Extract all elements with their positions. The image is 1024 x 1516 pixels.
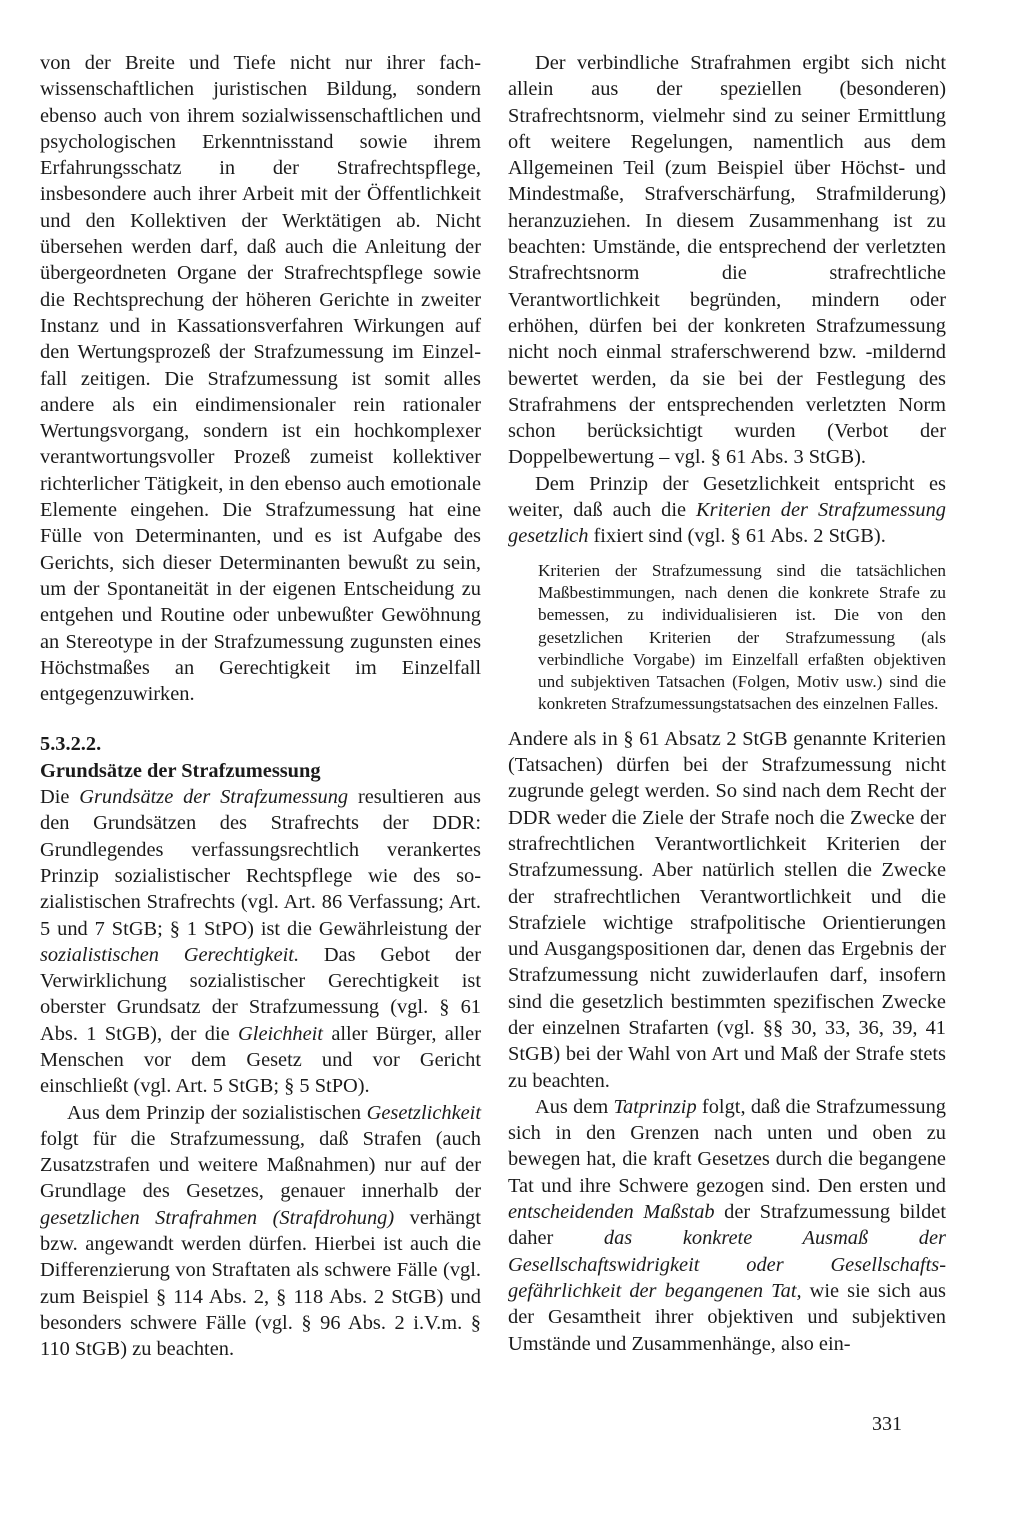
- right-column: [508, 50, 946, 1357]
- paragraph: Andere als in § 61 Absatz 2 StGB genannte Kriterien (Tatsachen) dürfen bei der Strafzumessung nicht zugrunde gelegt werden. So sind nach dem Recht der DDR weder die Ziele der Strafe noch die Zwecke der strafrechtlichen Verantwortlichkeit Kriterien der Strafzumessung. Aber natürlich stellen die Zwecke der strafrechtlichen Verantwortlichkeit und die Strafziele wichtige strafpolitische Orientierungen und Ausgangspositionen dar, denen das Ergebnis der Strafzumessung nicht zuwiderlaufen darf, insofern sind die gesetzlich bestimmten spezifischen Zwecke der einzelnen Strafarten (vgl. §§ 30, 33, 36, 39, 41 StGB) bei der Wahl von Art und Maß der Strafe stets zu beachten.: [508, 727, 946, 1092]
- emphasis: Tatprinzip: [613, 1095, 697, 1118]
- paragraph: Dem Prinzip der Gesetzlichkeit entspricht es weiter, daß auch die Kriterien der Strafzumessung gesetzlich fixiert sind (vgl. § 61 Abs. 2 StGB).: [508, 472, 946, 548]
- paragraph: Aus dem Prinzip der sozialistischen Gesetzlichkeit folgt für die Strafzumessung, daß Strafen (auch Zusatzstrafen und weitere Maßnahmen) nur auf der Grundlage des Gesetzes, genauer innerhalb der gesetzlichen Strafrahmen (Strafdrohung) verhängt bzw. angewandt werden dürfen. Hierbei ist auch die Differenzierung von Straftaten als schwere Fälle (vgl. zum Beispiel § 114 Abs. 2, § 118 Abs. 2 StGB) und besonders schwere Fälle (vgl. § 96 Abs. 2 i.V.m. § 110 StGB) zu beachten.: [40, 1101, 481, 1361]
- section-number: 5.3.2.2.: [40, 733, 102, 756]
- section-heading: Grundsätze der Strafzumessung: [40, 759, 321, 782]
- page-number: 331: [872, 1413, 902, 1435]
- paragraph: Aus dem Tatprinzip folgt, daß die Strafzumessung sich in den Grenzen nach unten und oben zu bewegen hat, die kraft Gesetzes durch die begangene Tat und ihre Schwere gezogen sind. Den ersten und entscheidenden Maßstab der Strafzumessung bildet daher das konkrete Ausmaß der Gesellschaftswidrigkeit oder Gesellschaftsgefährlichkeit der begangenen Tat, wie sie sich aus der Gesamtheit ihrer objektiven und subjektiven Umstände und Zusammenhänge, also ein-: [508, 1095, 947, 1355]
- emphasis: Gesetzlichkeit: [366, 1101, 481, 1124]
- emphasis: das konkrete Ausmaß der Gesellschaftswidrigkeit oder Gesellschaftsgefährlichkeit der begangenen Tat,: [508, 1227, 946, 1302]
- paragraph: Der verbindliche Strafrahmen ergibt sich nicht allein aus der speziellen (besonderen) Strafrechtsnorm, vielmehr sind zu seiner Ermittlung oft weitere Regelungen, namentlich aus dem Allgemeinen Teil (zum Beispiel über Höchst- und Mindestmaße, Strafverschärfung, Strafmilderung) heranzuziehen. In diesem Zusammenhang ist zu beachten: Umstände, die entsprechend der verletzten Strafrechtsnorm die strafrechtliche Verantwortlichkeit begründen, mindern oder erhöhen, dürfen bei der konkreten Strafzumessung nicht noch einmal straferschwerend bzw. -mildernd bewertet werden, da sie bei der Festlegung des Strafrahmens der entsprechenden verletzten Norm schon berücksichtigt wurden (Verbot der Doppelbewertung – vgl. § 61 Abs. 3 StGB).: [508, 52, 946, 469]
- paragraph: von der Breite und Tiefe nicht nur ihrer fachwissenschaftlichen juristischen Bildung, sondern ebenso auch von ihrem sozialwissenschaftlichen und psychologischen Erkenntnisstand sowie ihrem Erfahrungsschatz in der Strafrechtspflege, insbesondere auch ihrer Arbeit mit der Öffentlichkeit und den Kollektiven der Werktätigen ab. Nicht übersehen werden darf, daß auch die Anleitung der übergeordneten Organe der Strafrechtspflege sowie die Rechtsprechung der höheren Gerichte in zweiter Instanz und in Kassationsverfahren Wirkungen auf den Wertungsprozeß der Strafzumessung im Einzelfall zeitigen. Die Strafzumessung ist somit alles andere als ein eindimensionaler rein rationaler Wertungsvorgang, sondern ist ein hochkomplexer verantwortungsvoller Prozeß zumeist kollektiver richterlicher Tätigkeit, in den ebenso auch emotionale Elemente eingehen. Die Strafzumessung hat eine Fülle von Determinanten, und es ist Aufgabe des Gerichts, sich dieser Determinanten bewußt zu sein, um der Spontaneität in der eigenen Entscheidung zu entgehen und Routine oder unbewußter Gewöhnung an Stereotype in der Strafzumessung zugunsten eines Höchstmaßes an Gerechtigkeit im Einzelfall entgegenzuwirken.: [40, 52, 481, 706]
- definition-block: Kriterien der Strafzumessung sind die tatsächlichen Maßbestimmungen, nach denen die konkrete Strafe zu bemessen, zu individualisieren ist. Die von den gesetzlichen Kriterien der Strafzumessung (als verbindliche Vorgabe) im Einzelfall erfaßten objektiven und subjektiven Tatsachen (Folgen, Motiv usw.) sind die konkreten Strafzumessungstatsachen des einzelnen Falles.: [538, 560, 946, 714]
- emphasis: sozialistischen Gerechtigkeit.: [40, 943, 300, 966]
- left-column: [40, 50, 481, 1363]
- emphasis: Kriterien der Strafzumessung gesetzlich: [508, 499, 946, 548]
- emphasis: Grundsätze der Strafzumessung: [79, 786, 349, 809]
- emphasis: gesetzlichen Strafrahmen (Strafdrohung): [40, 1206, 395, 1229]
- emphasis: Gleichheit: [238, 1022, 323, 1045]
- emphasis: entscheidenden Maßstab: [508, 1201, 715, 1224]
- paragraph: Die Grundsätze der Strafzumessung resultieren aus den Grundsätzen des Strafrechts der DDR: Grundlegendes verfassungsrechtlich verankertes Prinzip sozialistischer Rechtspflege wie des sozialistischen Strafrechts (vgl. Art. 86 Verfassung; Art. 5 und 7 StGB; § 1 StPO) ist die Gewährleistung der sozialistischen Gerechtigkeit. Das Gebot der Verwirklichung sozialistischer Gerechtigkeit ist oberster Grundsatz der Strafzumessung (vgl. § 61 Abs. 1 StGB), der die Gleichheit aller Bürger, aller Menschen vor dem Gesetz und vor Gericht einschließt (vgl. Art. 5 StGB; § 5 StPO).: [40, 786, 481, 1098]
- spacer: [40, 707, 481, 731]
